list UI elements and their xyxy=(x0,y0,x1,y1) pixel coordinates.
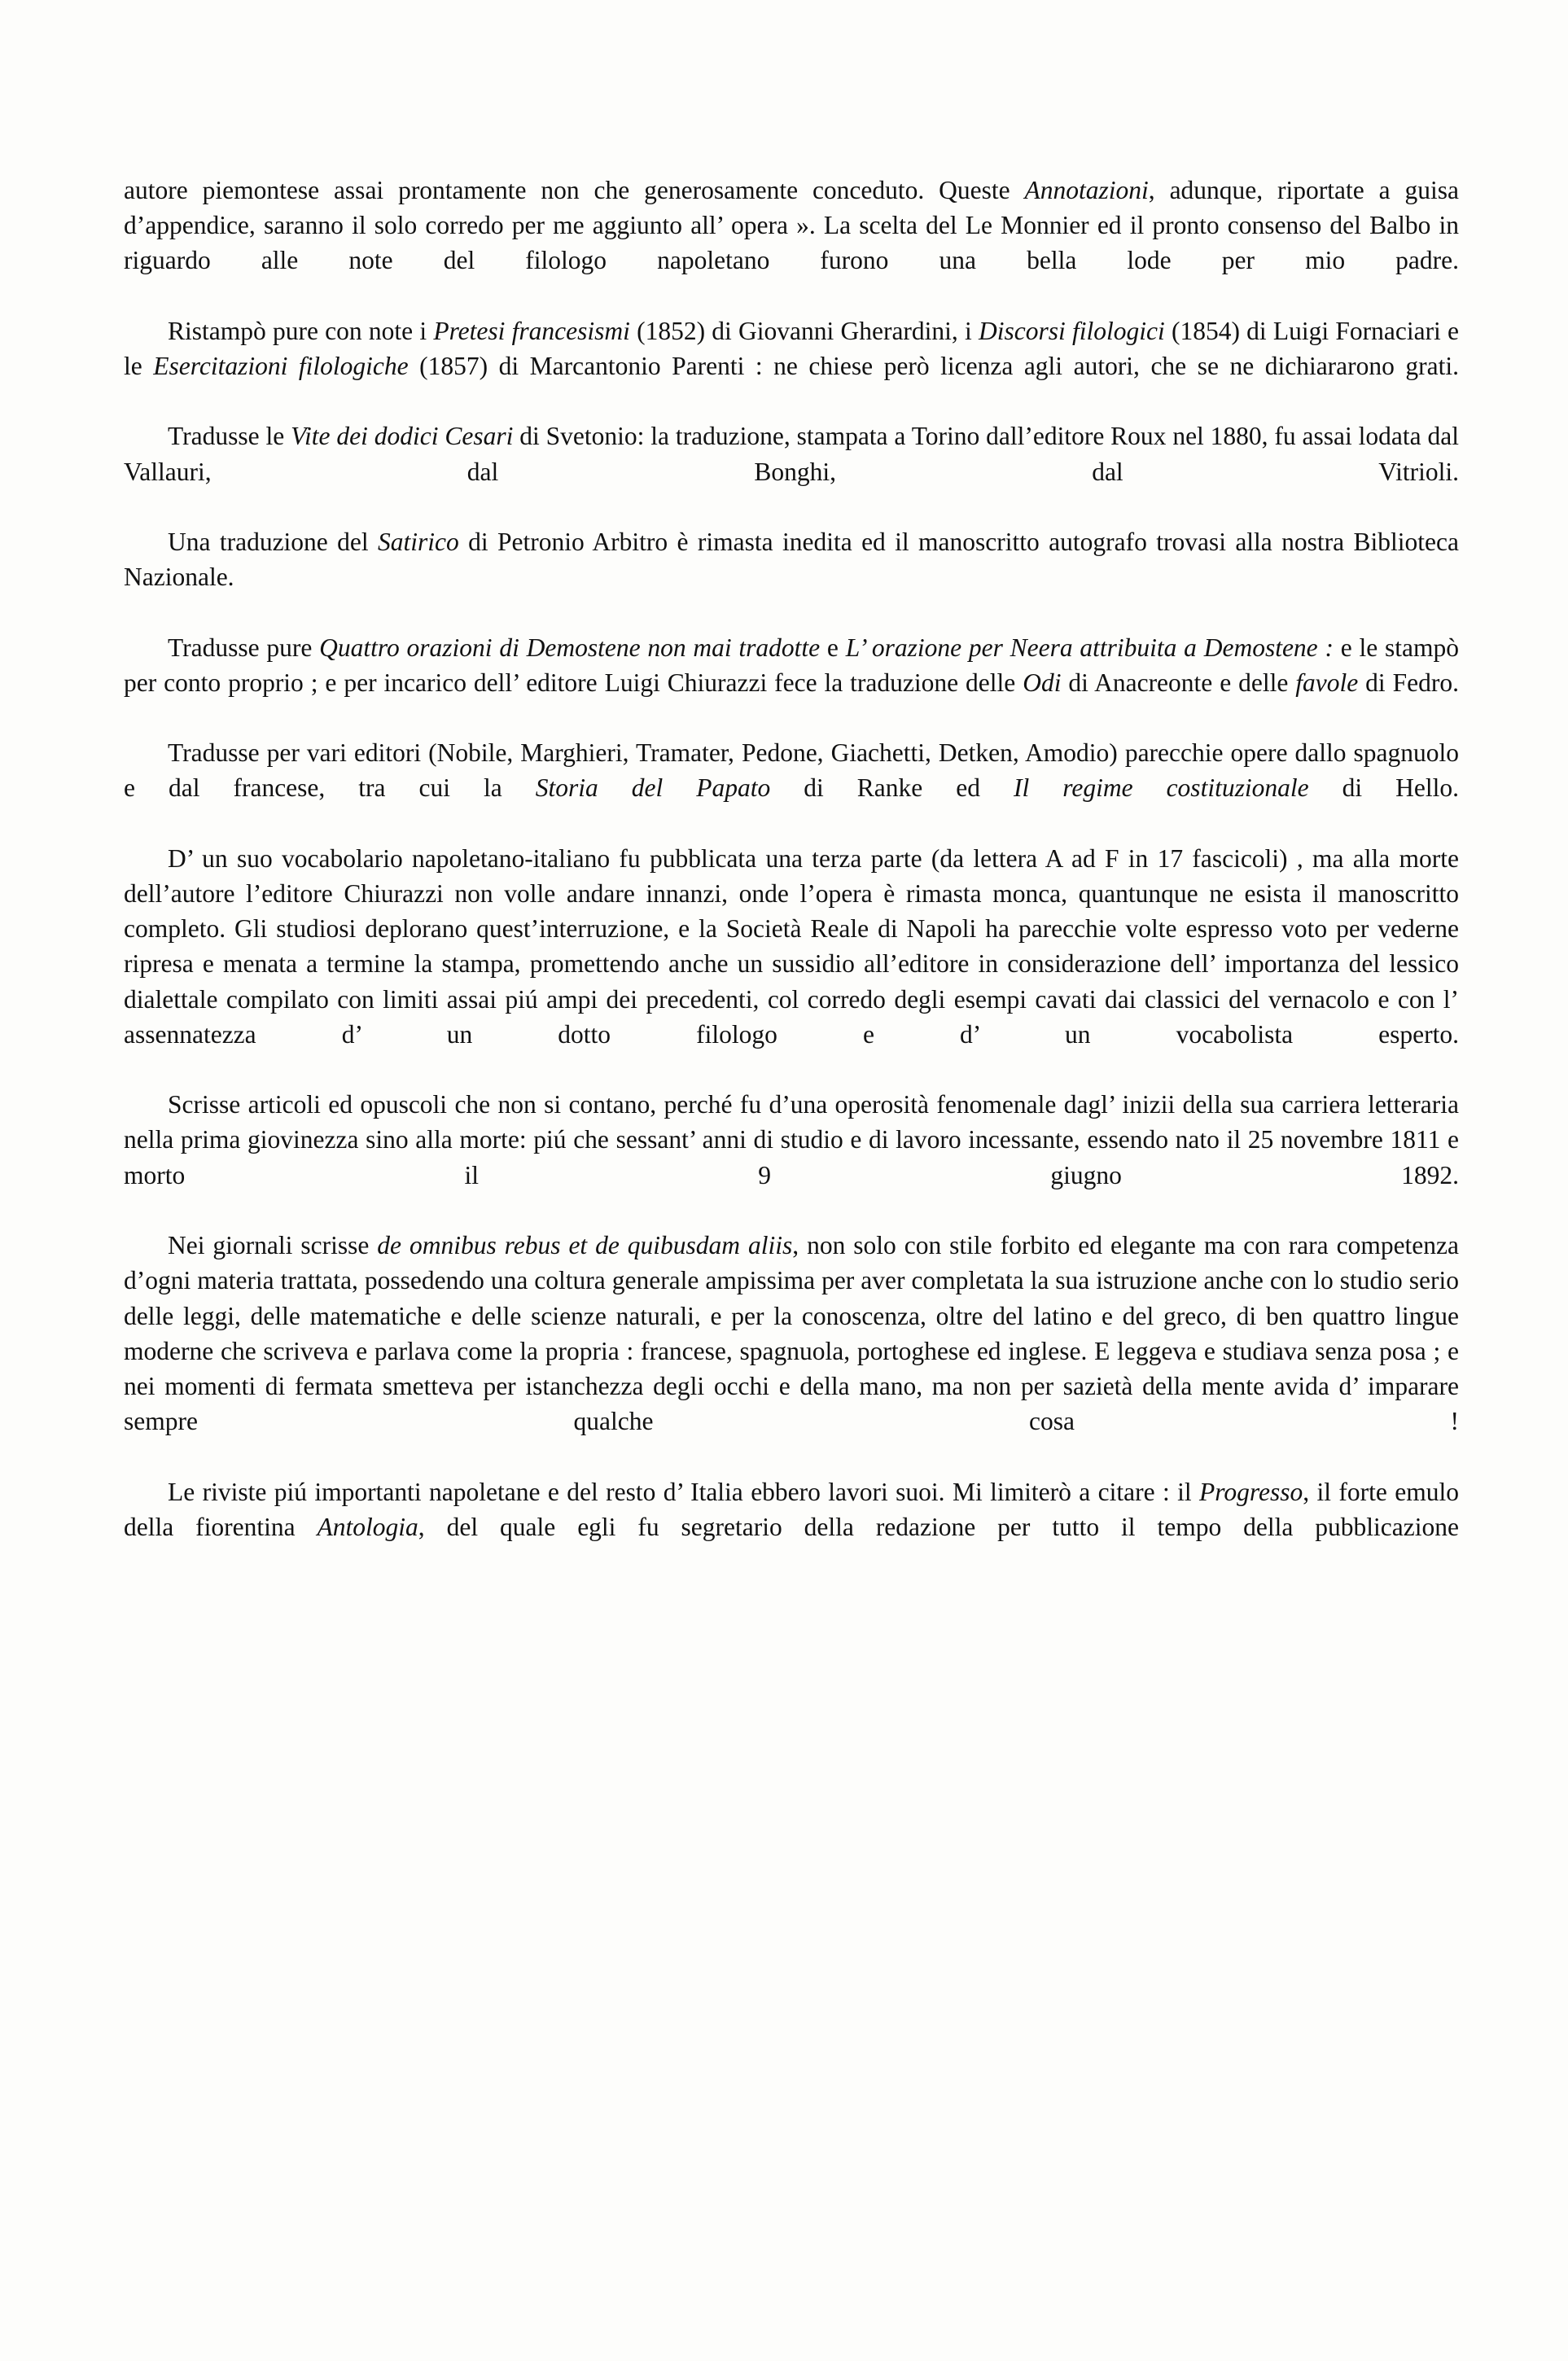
text-run: , non solo con stile forbito ed elegante ma con rara competenza d’ogni materia trattata, possedendo una coltura generale ampissima per aver completata la sua istruzione anche con lo studio serio delle leggi, delle matematiche e delle scienze naturali, e per la conoscenza, oltre del latino e del greco, di ben quattro lingue moderne che scriveva e parlava come la propria : francese, spagnuola, portoghese ed inglese. E leggeva e studiava senza posa ; e nei momenti di fermata smetteva per istanchezza degli occhi e della mano, ma non per sazietà della mente avida d’ imparare sempre qualche cosa ! xyxy=(124,1231,1459,1436)
text-run: di Fedro. xyxy=(1358,668,1459,697)
italic-title-run: Vite dei dodici Cesari xyxy=(291,422,514,451)
text-run: Ristampò pure con note i xyxy=(168,316,434,345)
text-run: Tradusse le xyxy=(168,422,291,451)
text-run: , il forte emulo della fiorentina xyxy=(124,1477,1460,1541)
text-run: e le stampò per conto proprio ; e per incarico dell’ editore Luigi Chiurazzi fece la traduzione delle xyxy=(124,633,1459,697)
paragraph xyxy=(124,630,1459,736)
italic-title-run: Il regime costituzionale xyxy=(1014,773,1309,803)
paragraph xyxy=(124,735,1459,841)
text-run: (1852) di Giovanni Gherardini, i xyxy=(629,316,979,345)
italic-title-run: Pretesi francesismi xyxy=(433,316,630,345)
paragraph xyxy=(124,1474,1459,1580)
text-run: (1857) di Marcantonio Parenti : ne chiese però licenza agli autori, che se ne dichiararono grati. xyxy=(408,352,1460,381)
text-run: Una traduzione del xyxy=(168,528,379,557)
text-run: di Hello. xyxy=(1308,773,1459,803)
text-run: D’ un suo vocabolario napoletano-italiano fu pubblicata una terza parte (da lettera A ad F in 17 fascicoli) , ma alla morte dell’autore l’editore Chiurazzi non volle andare innanzi, onde l’opera è rimasta monca, quantunque ne esista il manoscritto completo. Gli studiosi deplorano quest’interruzione, e la Società Reale di Napoli ha parecchie volte espresso voto per vederne ripresa e menata a termine la stampa, promettendo anche un sussidio all’editore in considerazione dell’ importanza del lessico dialettale compilato con limiti assai piú ampi dei precedenti, col corredo degli esempi cavati dai classici del vernacolo e con l’ assennatezza d’ un dotto filologo e d’ un vocabolista esperto. xyxy=(124,843,1459,1049)
text-run: di Petronio Arbitro è rimasta inedita ed il manoscritto autografo trovasi alla nostra Biblioteca Nazionale. xyxy=(124,528,1459,592)
text-run: Tradusse pure xyxy=(168,633,320,662)
paragraph xyxy=(124,418,1459,524)
text-run: e xyxy=(820,633,846,662)
italic-title-run: Quattro orazioni di Demostene non mai tradotte xyxy=(319,633,821,662)
text-run: Scrisse articoli ed opuscoli che non si contano, perché fu d’una operosità fenomenale dagl’ inizii della sua carriera letteraria nella prima giovinezza sino alla morte: piú che sessant’ anni di studio e di lavoro incessante, essendo nato il 25 novembre 1811 e morto il 9 giugno 1892. xyxy=(124,1090,1459,1189)
italic-title-run: favole xyxy=(1295,668,1359,697)
paragraph xyxy=(124,1228,1459,1474)
italic-title-run: Storia del Papato xyxy=(535,773,771,803)
text-run: , adunque, riportate a guisa d’appendice, saranno il solo corredo per me aggiunto all’ opera ». La scelta del Le Monnier ed il pronto consenso del Balbo in riguardo alle note del filologo napoletano furono una bella lode per mio padre. xyxy=(124,176,1459,275)
paragraph xyxy=(124,173,1459,313)
italic-title-run: Discorsi filologici xyxy=(979,316,1165,345)
italic-title-run: de omnibus rebus et de quibusdam aliis xyxy=(377,1231,793,1260)
text-run: autore piemontese assai prontamente non che generosamente conceduto. Queste xyxy=(124,176,1025,204)
text-run: Nei giornali scrisse xyxy=(168,1231,378,1260)
italic-title-run: Annotazioni xyxy=(1024,176,1149,204)
text-run: di Svetonio: la traduzione, stampata a Torino dall’editore Roux nel 1880, fu assai lodata dal Vallauri, dal Bonghi, dal Vitrioli. xyxy=(124,422,1459,486)
text-run: di Ranke ed xyxy=(770,773,1014,803)
paragraph xyxy=(124,1087,1459,1228)
italic-title-run: Satirico xyxy=(378,528,459,557)
italic-title-run: L’ orazione per Neera attribuita a Demostene : xyxy=(845,633,1334,662)
text-run: di Anacreonte e delle xyxy=(1061,668,1296,697)
page-text-block xyxy=(124,173,1459,1579)
paragraph xyxy=(124,841,1459,1087)
italic-title-run: Antologia xyxy=(317,1512,418,1541)
italic-title-run: Odi xyxy=(1023,668,1062,697)
text-run: , del quale egli fu segretario della redazione per tutto il tempo della pubblicazione xyxy=(418,1512,1459,1541)
paragraph xyxy=(124,524,1459,630)
text-run: (1854) di Luigi Fornaciari e le xyxy=(124,316,1460,381)
paragraph xyxy=(124,313,1459,419)
text-run: Tradusse per vari editori (Nobile, Marghieri, Tramater, Pedone, Giachetti, Detken, Amodio) parecchie opere dallo spagnuolo e dal francese, tra cui la xyxy=(124,738,1459,803)
text-run: Le riviste piú importanti napoletane e del resto d’ Italia ebbero lavori suoi. Mi limiterò a citare : il xyxy=(168,1477,1200,1506)
italic-title-run: Progresso xyxy=(1199,1477,1303,1506)
italic-title-run: Esercitazioni filologiche xyxy=(153,352,409,381)
